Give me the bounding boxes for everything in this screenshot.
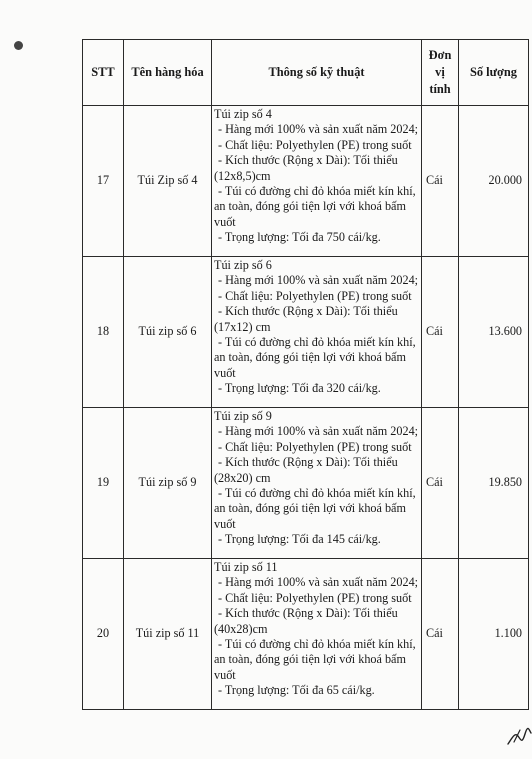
spec-line: - Chất liệu: Polyethylen (PE) trong suốt	[218, 137, 412, 152]
spec-line: an toàn, đóng gói tiện lợi với khoá bấm	[214, 501, 406, 516]
cell-product-name: Túi zip số 11	[124, 559, 212, 710]
cell-product-name: Túi Zip số 4	[124, 106, 212, 257]
cell-spec	[212, 106, 422, 257]
header-unit-line: tính	[429, 82, 451, 96]
spec-line: Túi zip số 6	[214, 258, 272, 272]
spec-line: - Túi có đường chỉ đỏ khóa miết kín khí,	[218, 335, 416, 350]
spec-line: (28x20) cm	[214, 470, 271, 485]
spec-line: - Trọng lượng: Tối đa 320 cái/kg.	[218, 381, 381, 396]
cell-quantity: 19.850	[459, 408, 529, 559]
spec-line: vuốt	[214, 516, 236, 531]
header-stt: STT	[83, 40, 124, 106]
cell-spec	[212, 408, 422, 559]
table-row	[83, 408, 529, 559]
cell-quantity: 1.100	[459, 559, 529, 710]
spec-line: - Hàng mới 100% và sản xuất năm 2024;	[218, 273, 419, 288]
punch-hole-mark	[14, 41, 23, 50]
cell-unit: Cái	[422, 559, 459, 710]
spec-line: - Kích thước (Rộng x Dài): Tối thiểu	[218, 606, 398, 621]
table-header-row	[83, 40, 529, 106]
spec-line: (12x8,5)cm	[214, 168, 271, 183]
spec-line: - Hàng mới 100% và sản xuất năm 2024;	[218, 575, 419, 590]
spec-line: an toàn, đóng gói tiện lợi với khoá bấm	[214, 199, 406, 214]
table-row	[83, 257, 529, 408]
product-spec-table	[82, 39, 529, 710]
spec-line: vuốt	[214, 214, 236, 229]
signature-mark	[506, 724, 532, 750]
cell-quantity: 13.600	[459, 257, 529, 408]
cell-unit: Cái	[422, 257, 459, 408]
header-unit-line: Đơn	[428, 48, 452, 62]
spec-line: - Trọng lượng: Tối đa 145 cái/kg.	[218, 532, 381, 547]
spec-line: - Túi có đường chỉ đỏ khóa miết kín khí,	[218, 486, 416, 501]
header-unit	[422, 40, 459, 106]
cell-unit: Cái	[422, 408, 459, 559]
spec-line: - Kích thước (Rộng x Dài): Tối thiểu	[218, 455, 398, 470]
spec-line: an toàn, đóng gói tiện lợi với khoá bấm	[214, 652, 406, 667]
header-quantity: Số lượng	[459, 40, 529, 106]
spec-line: - Chất liệu: Polyethylen (PE) trong suốt	[218, 590, 412, 605]
cell-spec	[212, 257, 422, 408]
cell-product-name: Túi zip số 6	[124, 257, 212, 408]
spec-line: vuốt	[214, 365, 236, 380]
cell-stt: 18	[83, 257, 124, 408]
header-spec: Thông số kỹ thuật	[212, 40, 422, 106]
header-product-name: Tên hàng hóa	[124, 40, 212, 106]
cell-quantity: 20.000	[459, 106, 529, 257]
cell-unit: Cái	[422, 106, 459, 257]
cell-stt: 20	[83, 559, 124, 710]
spec-line: - Túi có đường chỉ đỏ khóa miết kín khí,	[218, 184, 416, 199]
spec-line: - Kích thước (Rộng x Dài): Tối thiểu	[218, 153, 398, 168]
spec-line: - Túi có đường chỉ đỏ khóa miết kín khí,	[218, 637, 416, 652]
spec-line: - Chất liệu: Polyethylen (PE) trong suốt	[218, 288, 412, 303]
spec-line: - Trọng lượng: Tối đa 65 cái/kg.	[218, 683, 375, 698]
spec-line: - Kích thước (Rộng x Dài): Tối thiểu	[218, 304, 398, 319]
spec-line: (17x12) cm	[214, 319, 271, 334]
spec-line: (40x28)cm	[214, 621, 268, 636]
spec-line: - Hàng mới 100% và sản xuất năm 2024;	[218, 122, 419, 137]
spec-line: Túi zip số 11	[214, 560, 278, 574]
table-row	[83, 559, 529, 710]
cell-stt: 19	[83, 408, 124, 559]
cell-spec	[212, 559, 422, 710]
spec-line: - Hàng mới 100% và sản xuất năm 2024;	[218, 424, 419, 439]
spec-line: - Trọng lượng: Tối đa 750 cái/kg.	[218, 230, 381, 245]
cell-product-name: Túi zip số 9	[124, 408, 212, 559]
spec-line: an toàn, đóng gói tiện lợi với khoá bấm	[214, 350, 406, 365]
spec-line: - Chất liệu: Polyethylen (PE) trong suốt	[218, 439, 412, 454]
spec-line: vuốt	[214, 667, 236, 682]
cell-stt: 17	[83, 106, 124, 257]
table-row	[83, 106, 529, 257]
spec-line: Túi zip số 9	[214, 409, 272, 423]
header-unit-line: vị	[435, 65, 445, 79]
spec-line: Túi zip số 4	[214, 107, 272, 121]
